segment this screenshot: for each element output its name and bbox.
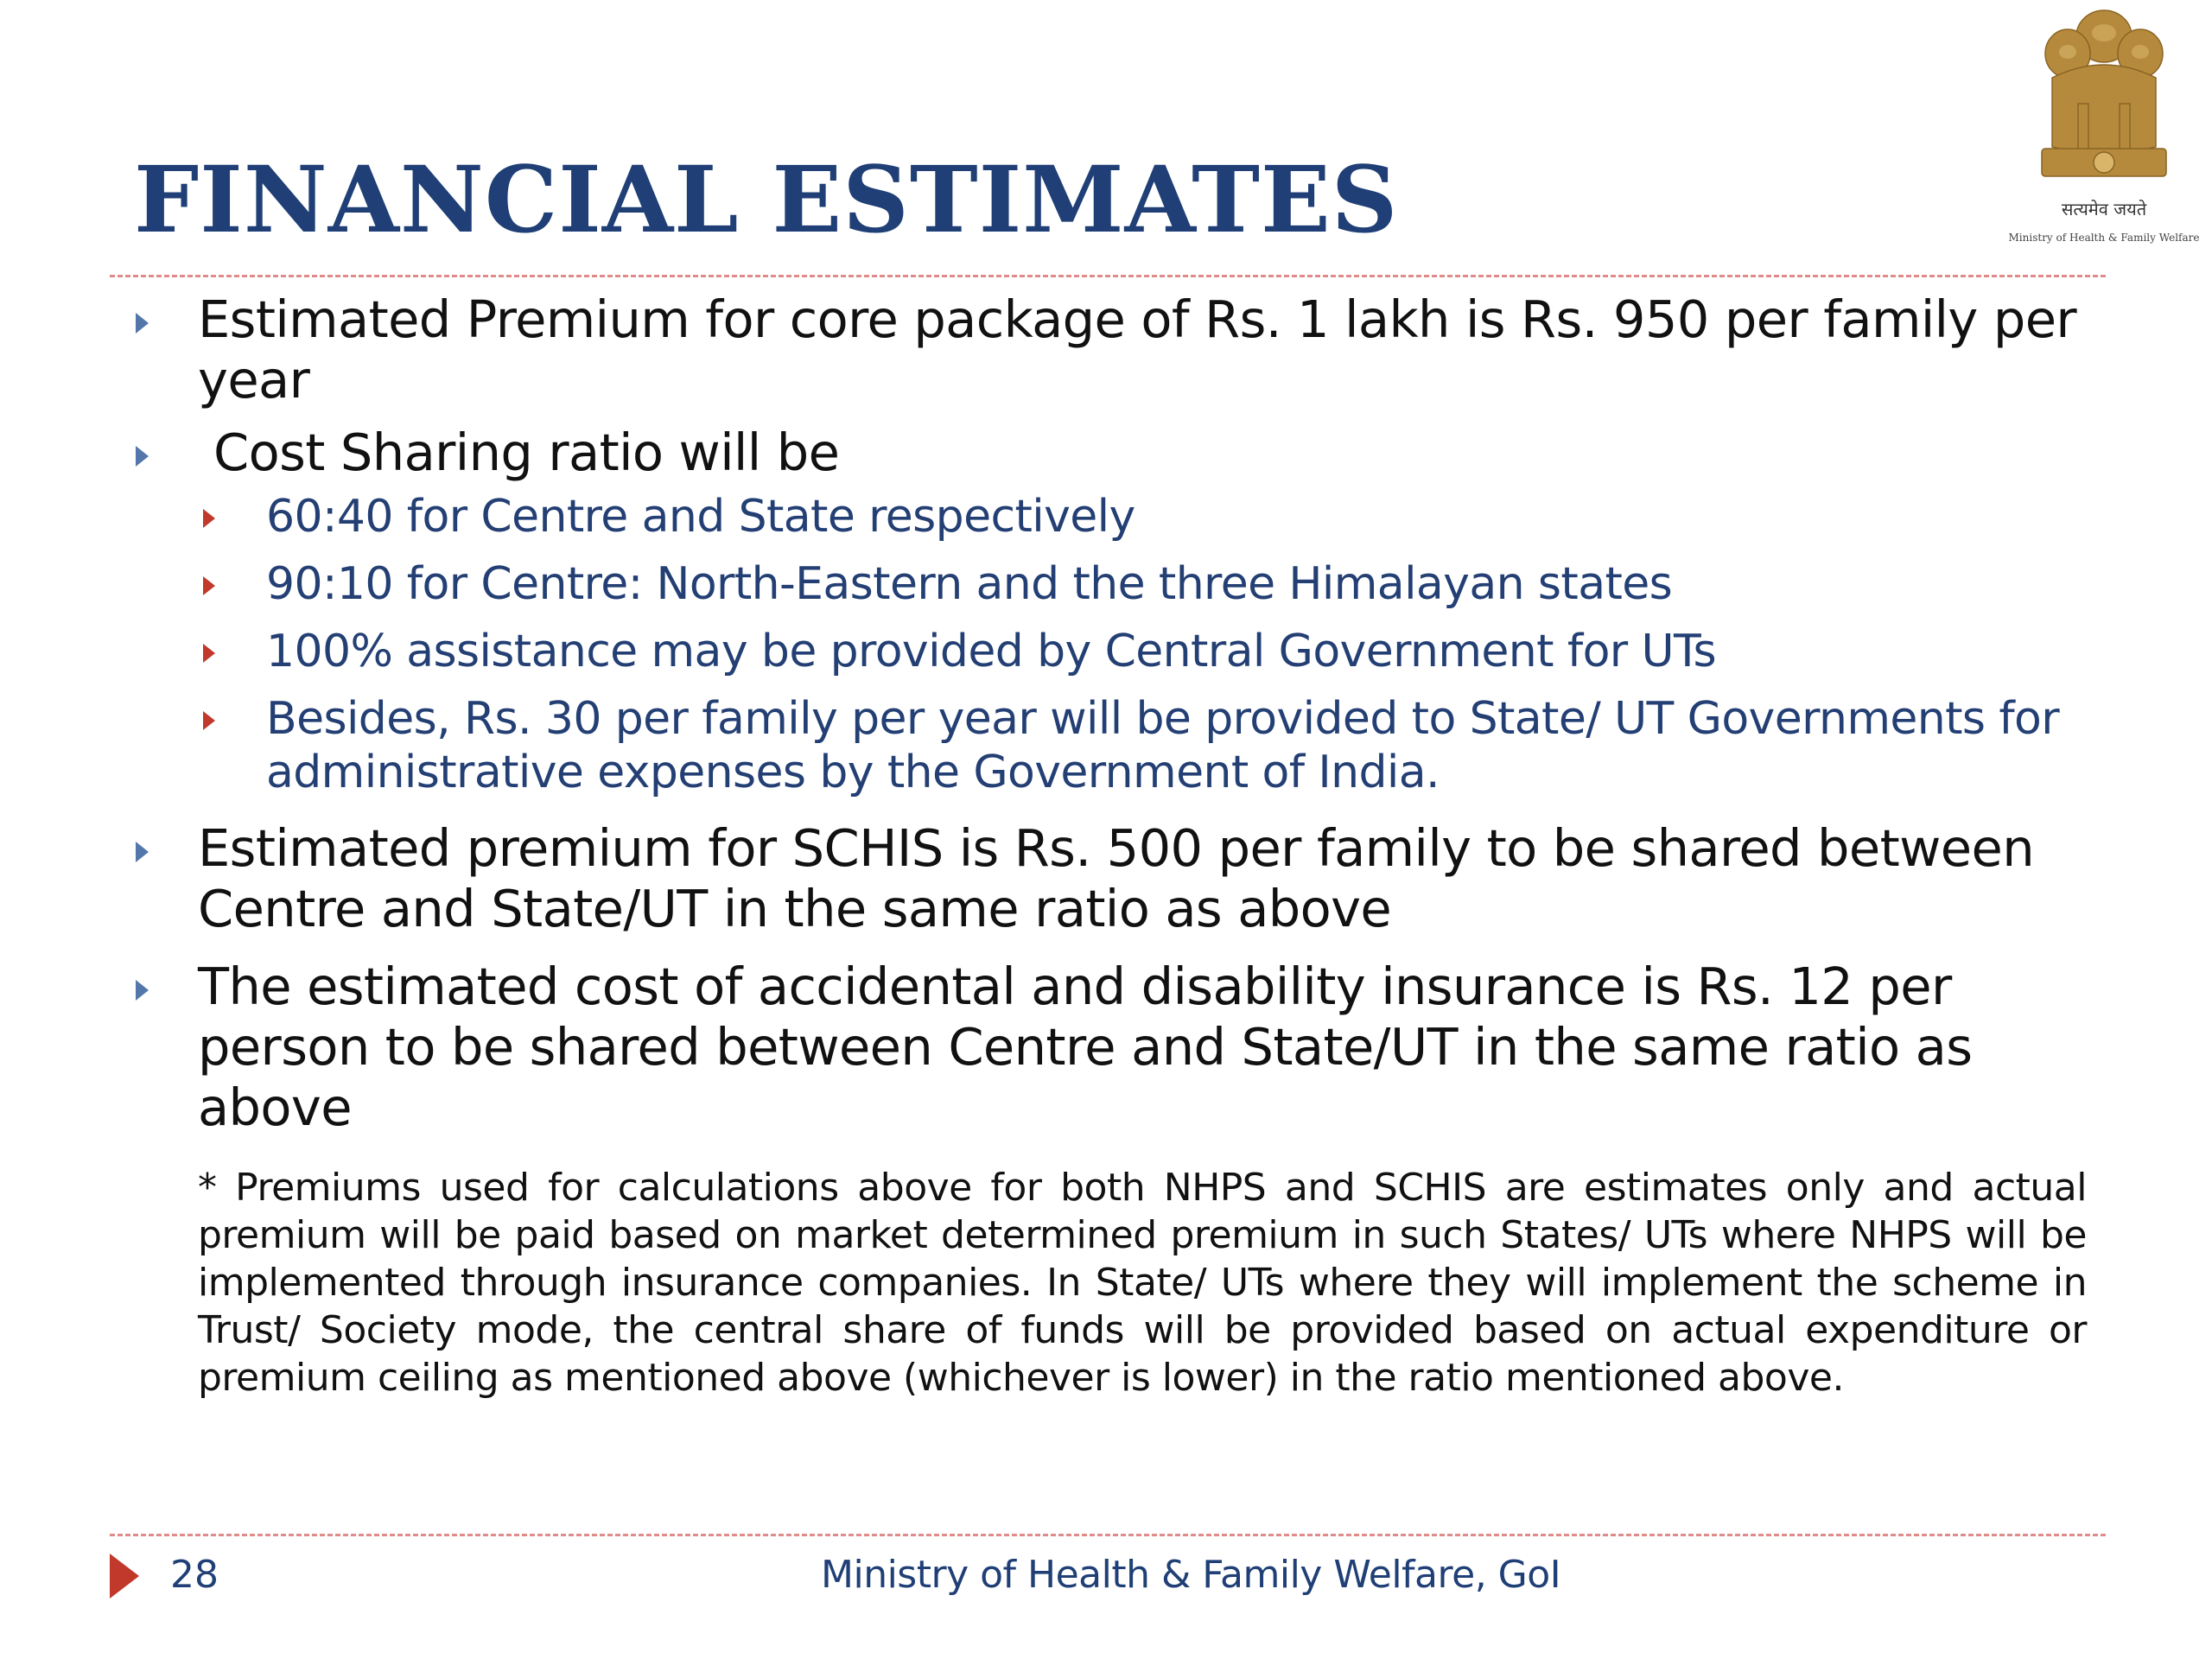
- footnote: * Premiums used for calculations above for both NHPS and SCHIS are estimates only and actual premium will be paid based on market determined premium in such States/ UTs where NHPS will be implemented through insurance companies. In State/ UTs where they will implement the scheme in Trust/ Society mode, the central share of funds will be provided based on actual expenditure or premium ceiling as mentioned above (whichever is lower) in the ratio mentioned above.: [198, 1166, 2087, 1400]
- sub-bullet-ratio-90-10: 90:10 for Centre: North-Eastern and the three Himalayan states: [134, 557, 2087, 611]
- sub-bullet-arrow-icon: [203, 509, 215, 528]
- emblem-ministry-caption: Ministry of Health & Family Welfare: [2008, 232, 2200, 244]
- bullet-premium-core: Estimated Premium for core package of Rs. 1 lakh is Rs. 950 per family per year: [134, 289, 2087, 410]
- bullet-arrow-icon: [136, 313, 149, 334]
- bullet-schis-premium: Estimated premium for SCHIS is Rs. 500 per family to be shared between Centre and State/UT in the same ratio as above: [134, 818, 2087, 939]
- sub-bullet-ratio-60-40: 60:40 for Centre and State respectively: [134, 490, 2087, 543]
- national-emblem-icon: [2026, 0, 2182, 216]
- page-number: 28: [170, 1553, 219, 1597]
- footer-divider: [110, 1534, 2106, 1536]
- slide-body: [134, 289, 2087, 1402]
- bullet-arrow-icon: [136, 446, 149, 467]
- sub-bullet-ut-assistance: 100% assistance may be provided by Central Government for UTs: [134, 625, 2087, 678]
- bullet-arrow-icon: [136, 980, 149, 1001]
- sub-bullet-arrow-icon: [203, 576, 215, 595]
- emblem-motto: सत्यमेव जयते: [2061, 199, 2147, 219]
- bullet-arrow-icon: [136, 842, 149, 862]
- sub-bullet-arrow-icon: [203, 644, 215, 663]
- slide-title: FINANCIAL ESTIMATES: [134, 145, 1399, 253]
- footer-arrow-icon: [110, 1554, 139, 1599]
- header-divider: [110, 275, 2106, 277]
- bullet-accident-insurance: The estimated cost of accidental and disability insurance is Rs. 12 per person to be shared between Centre and State/UT in the same ratio as above: [134, 957, 2087, 1138]
- sub-bullet-arrow-icon: [203, 711, 215, 730]
- footer-ministry: Ministry of Health & Family Welfare, GoI: [821, 1553, 1561, 1597]
- sub-bullet-administrative-expenses: Besides, Rs. 30 per family per year will be provided to State/ UT Governments for administrative expenses by the Government of India.: [134, 692, 2087, 799]
- bullet-cost-sharing: Cost Sharing ratio will be: [134, 423, 2087, 483]
